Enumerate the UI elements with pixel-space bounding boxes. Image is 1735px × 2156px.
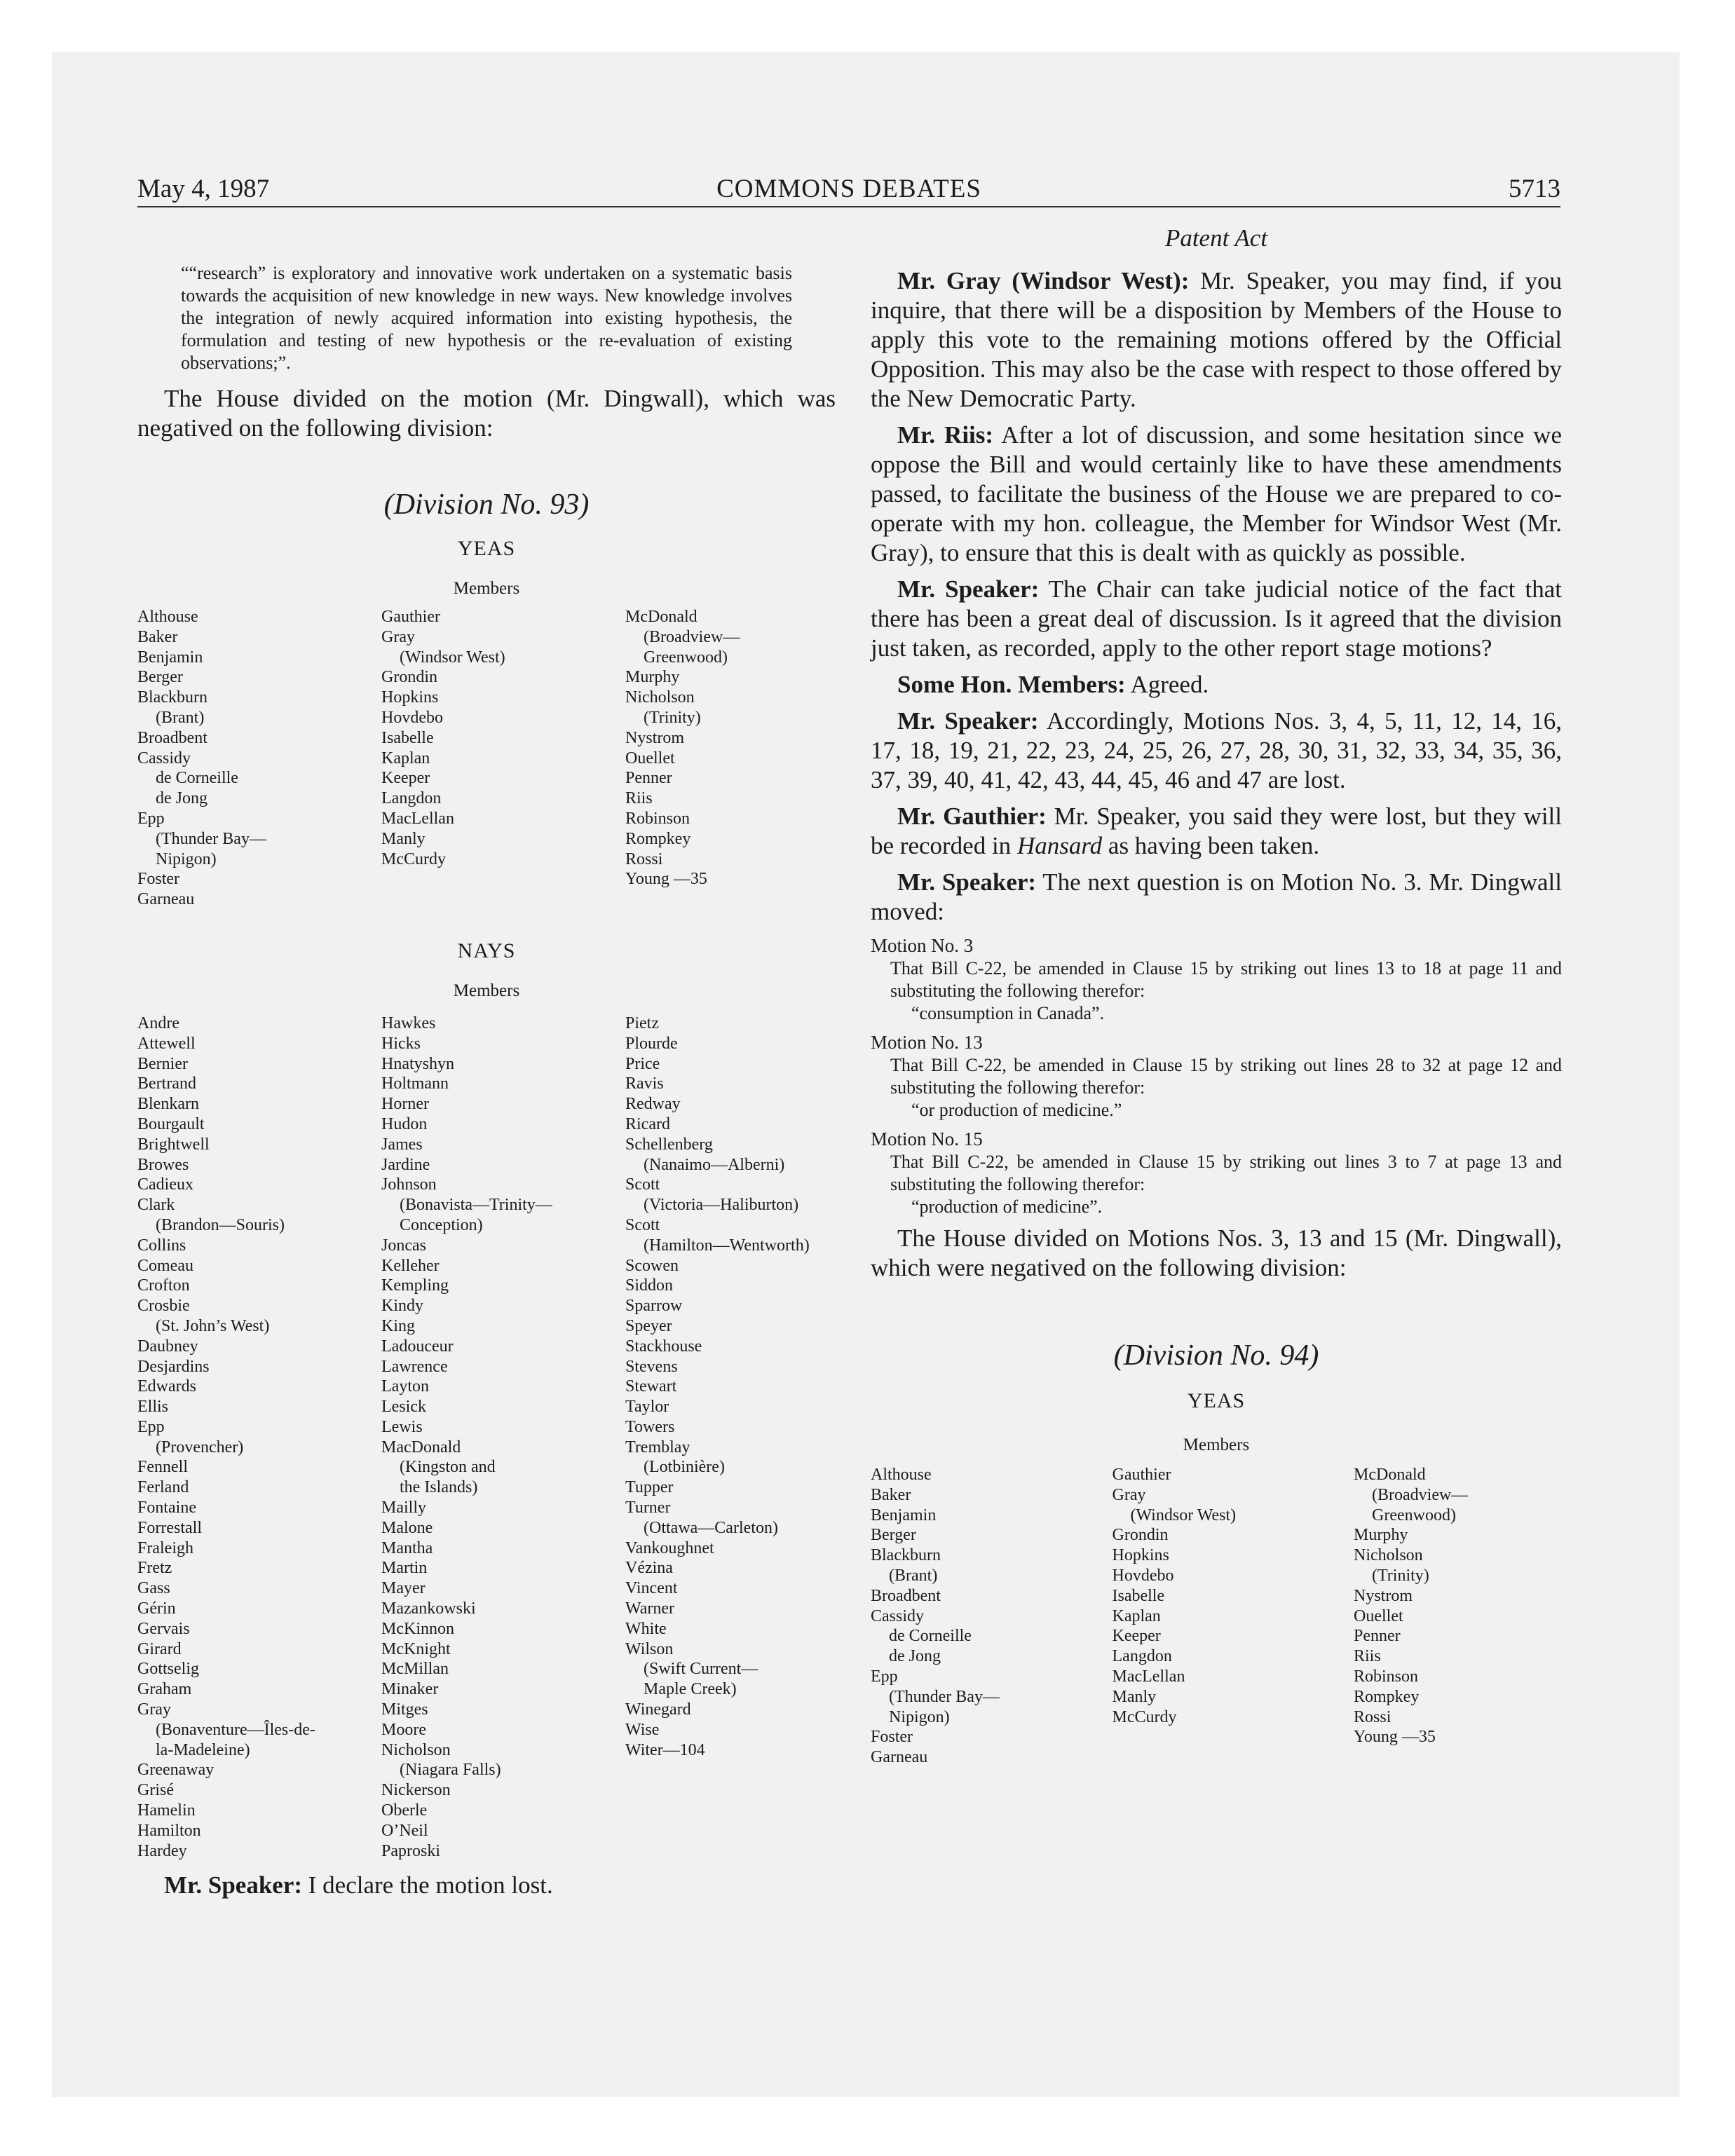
member-name: Vankoughnet <box>625 1538 714 1557</box>
motion-text: That Bill C-22, be amended in Clause 15 by striking out lines 13 to 18 at page 11 and substituting the following therefor: <box>890 958 1562 1001</box>
speaker-name: Mr. Speaker: <box>164 1871 303 1899</box>
member-name: (Bonavista—Trinity— <box>400 1196 552 1215</box>
member-name: Cassidy <box>871 1606 925 1625</box>
member-name: Attewell <box>137 1034 196 1053</box>
motion-quote: “consumption in Canada”. <box>911 1003 1105 1023</box>
member-name: Young —35 <box>625 870 707 889</box>
member-name: Girard <box>137 1639 182 1658</box>
speech-paragraph <box>871 421 1562 568</box>
member-name: (Windsor West) <box>1130 1506 1237 1524</box>
member-name: Maple Creek) <box>644 1680 737 1699</box>
member-name: Joncas <box>381 1236 426 1255</box>
member-name: Gervais <box>137 1619 190 1638</box>
member-name: Hnatyshyn <box>381 1054 454 1073</box>
member-name: Garneau <box>871 1748 928 1767</box>
member-name: Redway <box>625 1095 681 1114</box>
member-name: Broadbent <box>871 1586 941 1605</box>
member-name: Speyer <box>625 1316 672 1335</box>
member-name: Gray <box>1112 1485 1146 1504</box>
member-name: Kelleher <box>381 1256 440 1275</box>
member-name: King <box>381 1316 415 1335</box>
member-name: Stewart <box>625 1377 677 1396</box>
member-name: Bourgault <box>137 1114 205 1133</box>
member-name: (Brant) <box>889 1566 938 1585</box>
member-name: (Thunder Bay— <box>156 829 266 848</box>
member-name: Epp <box>137 1417 165 1436</box>
division-intro: The House divided on the motion (Mr. Dingwall), which was negatived on the following division: <box>137 385 836 442</box>
yeas-column <box>1354 1465 1562 1768</box>
member-name: Hicks <box>381 1034 421 1053</box>
member-name: Bertrand <box>137 1074 196 1093</box>
member-name: Taylor <box>625 1398 669 1417</box>
member-name: Althouse <box>871 1466 932 1484</box>
member-name: Blackburn <box>137 688 207 707</box>
motion-number: Motion No. 3 <box>871 935 974 956</box>
member-name: Comeau <box>137 1256 193 1275</box>
division-intro: The House divided on Motions Nos. 3, 13 and 15 (Mr. Dingwall), which were negatived on the following division: <box>871 1224 1562 1281</box>
header-date: May 4, 1987 <box>137 175 270 203</box>
member-name: Sparrow <box>625 1297 683 1316</box>
member-name: Martin <box>381 1559 428 1578</box>
member-name: Moore <box>381 1720 426 1739</box>
member-name: Fretz <box>137 1559 172 1578</box>
member-name: (Thunder Bay— <box>889 1687 1000 1706</box>
member-name: Gauthier <box>1112 1466 1171 1484</box>
member-name: Towers <box>625 1417 675 1436</box>
member-name: Scott <box>625 1215 660 1234</box>
header-title: COMMONS DEBATES <box>716 175 981 203</box>
member-name: Crofton <box>137 1276 190 1295</box>
speech-paragraph <box>871 670 1562 700</box>
member-name: McKnight <box>381 1639 451 1658</box>
member-name: Berger <box>137 668 183 687</box>
member-name: Minaker <box>381 1680 439 1699</box>
speech-paragraph <box>871 575 1562 663</box>
member-name: Holtmann <box>381 1074 449 1093</box>
division-93-title: (Division No. 93) <box>383 489 590 521</box>
speech-text: Accordingly, Motions Nos. 3, 4, 5, 11, 12, 14, 16, 17, 18, 19, 21, 22, 23, 24, 25, 26, 27, 28, 30, 31, 32, 33, 34, 35, 36, 37, 39, 40, 41, 42, 43, 44, 45, 46 and 47 are lost. <box>871 707 1562 793</box>
member-name: Baker <box>871 1485 911 1504</box>
member-name: Malone <box>381 1518 433 1537</box>
member-name: Tupper <box>625 1478 674 1497</box>
speaker-name: Mr. Speaker: <box>897 707 1039 735</box>
member-name: Blackburn <box>871 1546 941 1565</box>
member-name: Vézina <box>625 1559 673 1578</box>
member-name: McMillan <box>381 1660 449 1679</box>
member-name: de Jong <box>156 789 207 808</box>
member-name: Fennell <box>137 1458 188 1477</box>
motion-quote: “production of medicine”. <box>911 1196 1103 1217</box>
member-name: Isabelle <box>1112 1586 1165 1605</box>
member-name: Gray <box>381 627 415 646</box>
member-name: McDonald <box>625 608 698 626</box>
member-name: (St. John’s West) <box>156 1316 270 1335</box>
member-name: Siddon <box>625 1276 674 1295</box>
member-name: Hardey <box>137 1841 187 1860</box>
member-name: Mantha <box>381 1538 433 1557</box>
member-name: Robinson <box>625 809 690 828</box>
speaker-declares-lost <box>137 1871 836 1900</box>
speaker-name: Some Hon. Members: <box>897 671 1126 698</box>
member-name: Hudon <box>381 1114 428 1133</box>
member-name: Gottselig <box>137 1660 199 1679</box>
member-name: Foster <box>871 1728 913 1747</box>
yeas-column <box>137 607 381 910</box>
member-name: Greenwood) <box>1372 1506 1456 1524</box>
member-name: la-Madeleine) <box>156 1740 250 1759</box>
member-name: Oberle <box>381 1801 428 1820</box>
member-name: Pietz <box>625 1014 659 1032</box>
member-name: Clark <box>137 1196 175 1215</box>
header-page-number: 5713 <box>1509 175 1560 203</box>
member-name: (Ottawa—Carleton) <box>644 1518 778 1537</box>
member-name: Grondin <box>1112 1526 1169 1545</box>
member-name: Wilson <box>625 1639 674 1658</box>
member-name: Berger <box>871 1526 916 1545</box>
member-name: (Bonaventure—Îles-de- <box>156 1720 315 1739</box>
member-name: Hawkes <box>381 1014 436 1032</box>
motion-text: That Bill C-22, be amended in Clause 15 by striking out lines 3 to 7 at page 13 and substituting the following therefor: <box>890 1152 1562 1194</box>
member-name: James <box>381 1135 423 1154</box>
member-name: Layton <box>381 1377 429 1396</box>
member-name: Gérin <box>137 1599 176 1618</box>
member-name: Hovdebo <box>1112 1566 1174 1585</box>
member-name: Conception) <box>400 1215 483 1234</box>
member-name: Kaplan <box>1112 1606 1161 1625</box>
member-name: Nicholson <box>1354 1546 1423 1565</box>
member-name: McCurdy <box>381 850 446 868</box>
speech-text: After a lot of discussion, and some hesitation since we oppose the Bill and would certainly like to have these amendments passed, to facilitate the business of the House we are prepared to co-operate with my hon. colleague, the Member for Windsor West (Mr. Gray), to ensure that this is dealt with as quickly as possible. <box>871 421 1562 566</box>
member-name: (Kingston and <box>400 1458 496 1477</box>
member-name: Collins <box>137 1236 186 1255</box>
member-name: Nipigon) <box>156 850 217 868</box>
member-name: Andre <box>137 1014 179 1032</box>
member-name: Hopkins <box>381 688 439 707</box>
members-heading: Members <box>453 981 520 1000</box>
member-name: (Lotbinière) <box>644 1458 725 1477</box>
member-name: Nicholson <box>625 688 695 707</box>
running-head: Patent Act <box>1164 224 1268 252</box>
motion-text: That Bill C-22, be amended in Clause 15 by striking out lines 28 to 32 at page 12 and substituting the following therefor: <box>890 1055 1562 1098</box>
member-name: Jardine <box>381 1155 430 1174</box>
member-name: Wise <box>625 1720 660 1739</box>
member-name: Johnson <box>381 1175 437 1194</box>
member-name: Riis <box>1354 1647 1381 1666</box>
yeas-list <box>871 1465 1562 1768</box>
nays-heading: NAYS <box>457 939 516 962</box>
member-name: O’Neil <box>381 1821 428 1840</box>
yeas-heading: YEAS <box>457 537 516 560</box>
speech-paragraph <box>871 802 1562 861</box>
member-name: Baker <box>137 627 178 646</box>
member-name: Epp <box>871 1667 898 1686</box>
member-name: Penner <box>1354 1627 1401 1646</box>
speaker-name: Mr. Riis: <box>897 421 994 449</box>
speech-text: Mr. Speaker, you said they were lost, but they will be recorded in <box>871 803 1562 859</box>
motion-block <box>871 934 1562 1025</box>
speaker-name: Mr. Gauthier: <box>897 803 1047 830</box>
nays-column <box>381 1014 625 1861</box>
member-name: Young —35 <box>1354 1728 1436 1747</box>
member-name: (Broadview— <box>1372 1485 1469 1504</box>
member-name: Epp <box>137 809 165 828</box>
member-name: Keeper <box>381 769 430 788</box>
yeas-column <box>1113 1465 1354 1768</box>
hansard-title: Hansard <box>1016 832 1103 859</box>
member-name: MacDonald <box>381 1438 461 1456</box>
motion-block <box>871 1127 1562 1218</box>
member-name: Rossi <box>1354 1707 1392 1726</box>
member-name: Althouse <box>137 608 198 626</box>
member-name: Warner <box>625 1599 675 1618</box>
member-name: MacLellan <box>381 809 454 828</box>
member-name: Edwards <box>137 1377 196 1396</box>
member-name: Greenwood) <box>644 648 728 667</box>
speaker-name: Mr. Speaker: <box>897 575 1040 603</box>
member-name: Blenkarn <box>137 1095 199 1114</box>
member-name: Fontaine <box>137 1499 196 1517</box>
member-name: Nicholson <box>381 1740 451 1759</box>
member-name: de Corneille <box>156 769 238 788</box>
member-name: (Swift Current— <box>644 1660 758 1679</box>
member-name: Robinson <box>1354 1667 1419 1686</box>
yeas-heading: YEAS <box>1187 1389 1246 1412</box>
yeas-column <box>871 1465 1113 1768</box>
member-name: Ravis <box>625 1074 664 1093</box>
member-name: (Brandon—Souris) <box>156 1215 285 1234</box>
nays-list <box>137 1014 836 1861</box>
member-name: Mailly <box>381 1499 426 1517</box>
member-name: (Brant) <box>156 708 205 727</box>
member-name: Rossi <box>625 850 663 868</box>
speech-paragraph <box>871 266 1562 414</box>
member-name: (Trinity) <box>644 708 701 727</box>
member-name: Manly <box>1112 1687 1157 1706</box>
division-94-title: (Division No. 94) <box>1113 1339 1319 1372</box>
member-name: Langdon <box>381 789 442 808</box>
member-name: Forrestall <box>137 1518 202 1537</box>
member-name: Manly <box>381 829 426 848</box>
member-name: Bernier <box>137 1054 188 1073</box>
speech-text: as having been taken. <box>1102 832 1320 859</box>
member-name: Plourde <box>625 1034 678 1053</box>
page-header <box>137 171 1560 207</box>
member-name: Gray <box>137 1700 171 1719</box>
motion-block <box>871 1030 1562 1121</box>
yeas-column <box>381 607 625 910</box>
members-heading: Members <box>1183 1435 1250 1454</box>
member-name: Stevens <box>625 1357 678 1376</box>
member-name: Kempling <box>381 1276 449 1295</box>
member-name: White <box>625 1619 667 1638</box>
member-name: Murphy <box>625 668 680 687</box>
member-name: Desjardins <box>137 1357 210 1376</box>
member-name: Lawrence <box>381 1357 448 1376</box>
member-name: Broadbent <box>137 728 207 747</box>
speaker-name: Mr. Speaker: <box>897 868 1037 896</box>
member-name: McKinnon <box>381 1619 454 1638</box>
member-name: Nystrom <box>1354 1586 1413 1605</box>
member-name: Foster <box>137 870 179 889</box>
member-name: Grisé <box>137 1781 174 1800</box>
member-name: Mayer <box>381 1579 426 1598</box>
member-name: (Hamilton—Wentworth) <box>644 1236 810 1255</box>
member-name: Hovdebo <box>381 708 443 727</box>
member-name: Turner <box>625 1499 671 1517</box>
member-name: Vincent <box>625 1579 678 1598</box>
member-name: the Islands) <box>400 1478 478 1497</box>
member-name: Lewis <box>381 1417 423 1436</box>
member-name: Ladouceur <box>381 1337 454 1356</box>
member-name: Penner <box>625 769 672 788</box>
motion-quote: “or production of medicine.” <box>911 1100 1122 1120</box>
nays-column <box>137 1014 381 1861</box>
member-name: Scowen <box>625 1256 679 1275</box>
member-name: Ricard <box>625 1114 670 1133</box>
member-name: Cassidy <box>137 749 191 767</box>
member-name: Langdon <box>1112 1647 1172 1666</box>
member-name: (Windsor West) <box>400 648 505 667</box>
member-name: Greenaway <box>137 1761 215 1780</box>
member-name: Paproski <box>381 1841 440 1860</box>
member-name: (Nanaimo—Alberni) <box>644 1155 785 1174</box>
nays-column <box>625 1014 836 1861</box>
member-name: (Victoria—Haliburton) <box>644 1196 799 1215</box>
member-name: Ellis <box>137 1398 169 1417</box>
speech-text: Agreed. <box>1125 671 1209 698</box>
member-name: Keeper <box>1112 1627 1161 1646</box>
member-name: Horner <box>381 1095 429 1114</box>
right-column <box>871 224 1562 1768</box>
member-name: Fraleigh <box>137 1538 193 1557</box>
member-name: (Niagara Falls) <box>400 1761 501 1780</box>
member-name: Hamelin <box>137 1801 196 1820</box>
member-name: MacLellan <box>1112 1667 1185 1686</box>
member-name: de Jong <box>889 1647 941 1666</box>
member-name: (Trinity) <box>1372 1566 1429 1585</box>
member-name: (Provencher) <box>156 1438 244 1456</box>
member-name: Winegard <box>625 1700 691 1719</box>
member-name: Cadieux <box>137 1175 193 1194</box>
member-name: Daubney <box>137 1337 198 1356</box>
member-name: Ferland <box>137 1478 189 1497</box>
member-name: Riis <box>625 789 653 808</box>
member-name: McCurdy <box>1112 1707 1177 1726</box>
member-name: de Corneille <box>889 1627 972 1646</box>
member-name: Witer—104 <box>625 1740 705 1759</box>
member-name: Benjamin <box>137 648 203 667</box>
member-name: Ouellet <box>1354 1606 1403 1625</box>
speaker-text: I declare the motion lost. <box>302 1871 553 1899</box>
member-name: Mitges <box>381 1700 428 1719</box>
member-name: Benjamin <box>871 1506 937 1524</box>
member-name: Kaplan <box>381 749 430 767</box>
speech-paragraph <box>871 868 1562 927</box>
left-column <box>137 224 836 1907</box>
member-name: Price <box>625 1054 660 1073</box>
speech-text: The next question is on Motion No. 3. Mr. Dingwall moved: <box>871 868 1563 925</box>
member-name: Murphy <box>1354 1526 1408 1545</box>
member-name: Stackhouse <box>625 1337 702 1356</box>
member-name: Tremblay <box>625 1438 690 1456</box>
member-name: Schellenberg <box>625 1135 713 1154</box>
member-name: Kindy <box>381 1297 423 1316</box>
yeas-column <box>625 607 836 910</box>
member-name: Scott <box>625 1175 660 1194</box>
member-name: Nipigon) <box>889 1707 950 1726</box>
member-name: (Broadview— <box>644 627 740 646</box>
motion-number: Motion No. 13 <box>871 1032 983 1053</box>
member-name: Gass <box>137 1579 170 1598</box>
member-name: Hamilton <box>137 1821 201 1840</box>
members-heading: Members <box>453 579 520 598</box>
member-name: Hopkins <box>1112 1546 1169 1565</box>
member-name: Grondin <box>381 668 437 687</box>
speech-text: The Chair can take judicial notice of the fact that there has been a great deal of discussion. Is it agreed that the division just taken, as recorded, apply to the other report stage motions? <box>871 575 1562 662</box>
motion-number: Motion No. 15 <box>871 1128 983 1149</box>
member-name: Nickerson <box>381 1781 451 1800</box>
member-name: Rompkey <box>625 829 691 848</box>
speech-paragraph <box>871 707 1562 795</box>
member-name: Mazankowski <box>381 1599 476 1618</box>
member-name: Gauthier <box>381 608 440 626</box>
member-name: Crosbie <box>137 1297 190 1316</box>
member-name: Ouellet <box>625 749 675 767</box>
research-definition-quote: ““research” is exploratory and innovative work undertaken on a systematic basis towards the acquisition of new knowledge in new ways. New knowledge involves the integration of newly acquired information into existing hypothesis, the formulation and testing of new hypothesis or the re-evaluation of existing observations;”. <box>181 263 792 373</box>
member-name: Browes <box>137 1155 189 1174</box>
member-name: Isabelle <box>381 728 434 747</box>
speech-text: Mr. Speaker, you may find, if you inquire, that there will be a disposition by Members of the House to apply this vote to the remaining motions offered by the Official Opposition. This may also be the case with respect to those offered by the New Democratic Party. <box>871 267 1563 412</box>
member-name: Brightwell <box>137 1135 210 1154</box>
member-name: Lesick <box>381 1398 426 1417</box>
member-name: Garneau <box>137 890 195 909</box>
member-name: Nystrom <box>625 728 684 747</box>
member-name: Rompkey <box>1354 1687 1420 1706</box>
yeas-list <box>137 607 836 910</box>
speaker-name: Mr. Gray (Windsor West): <box>897 267 1190 294</box>
member-name: McDonald <box>1354 1466 1426 1484</box>
member-name: Graham <box>137 1680 192 1699</box>
